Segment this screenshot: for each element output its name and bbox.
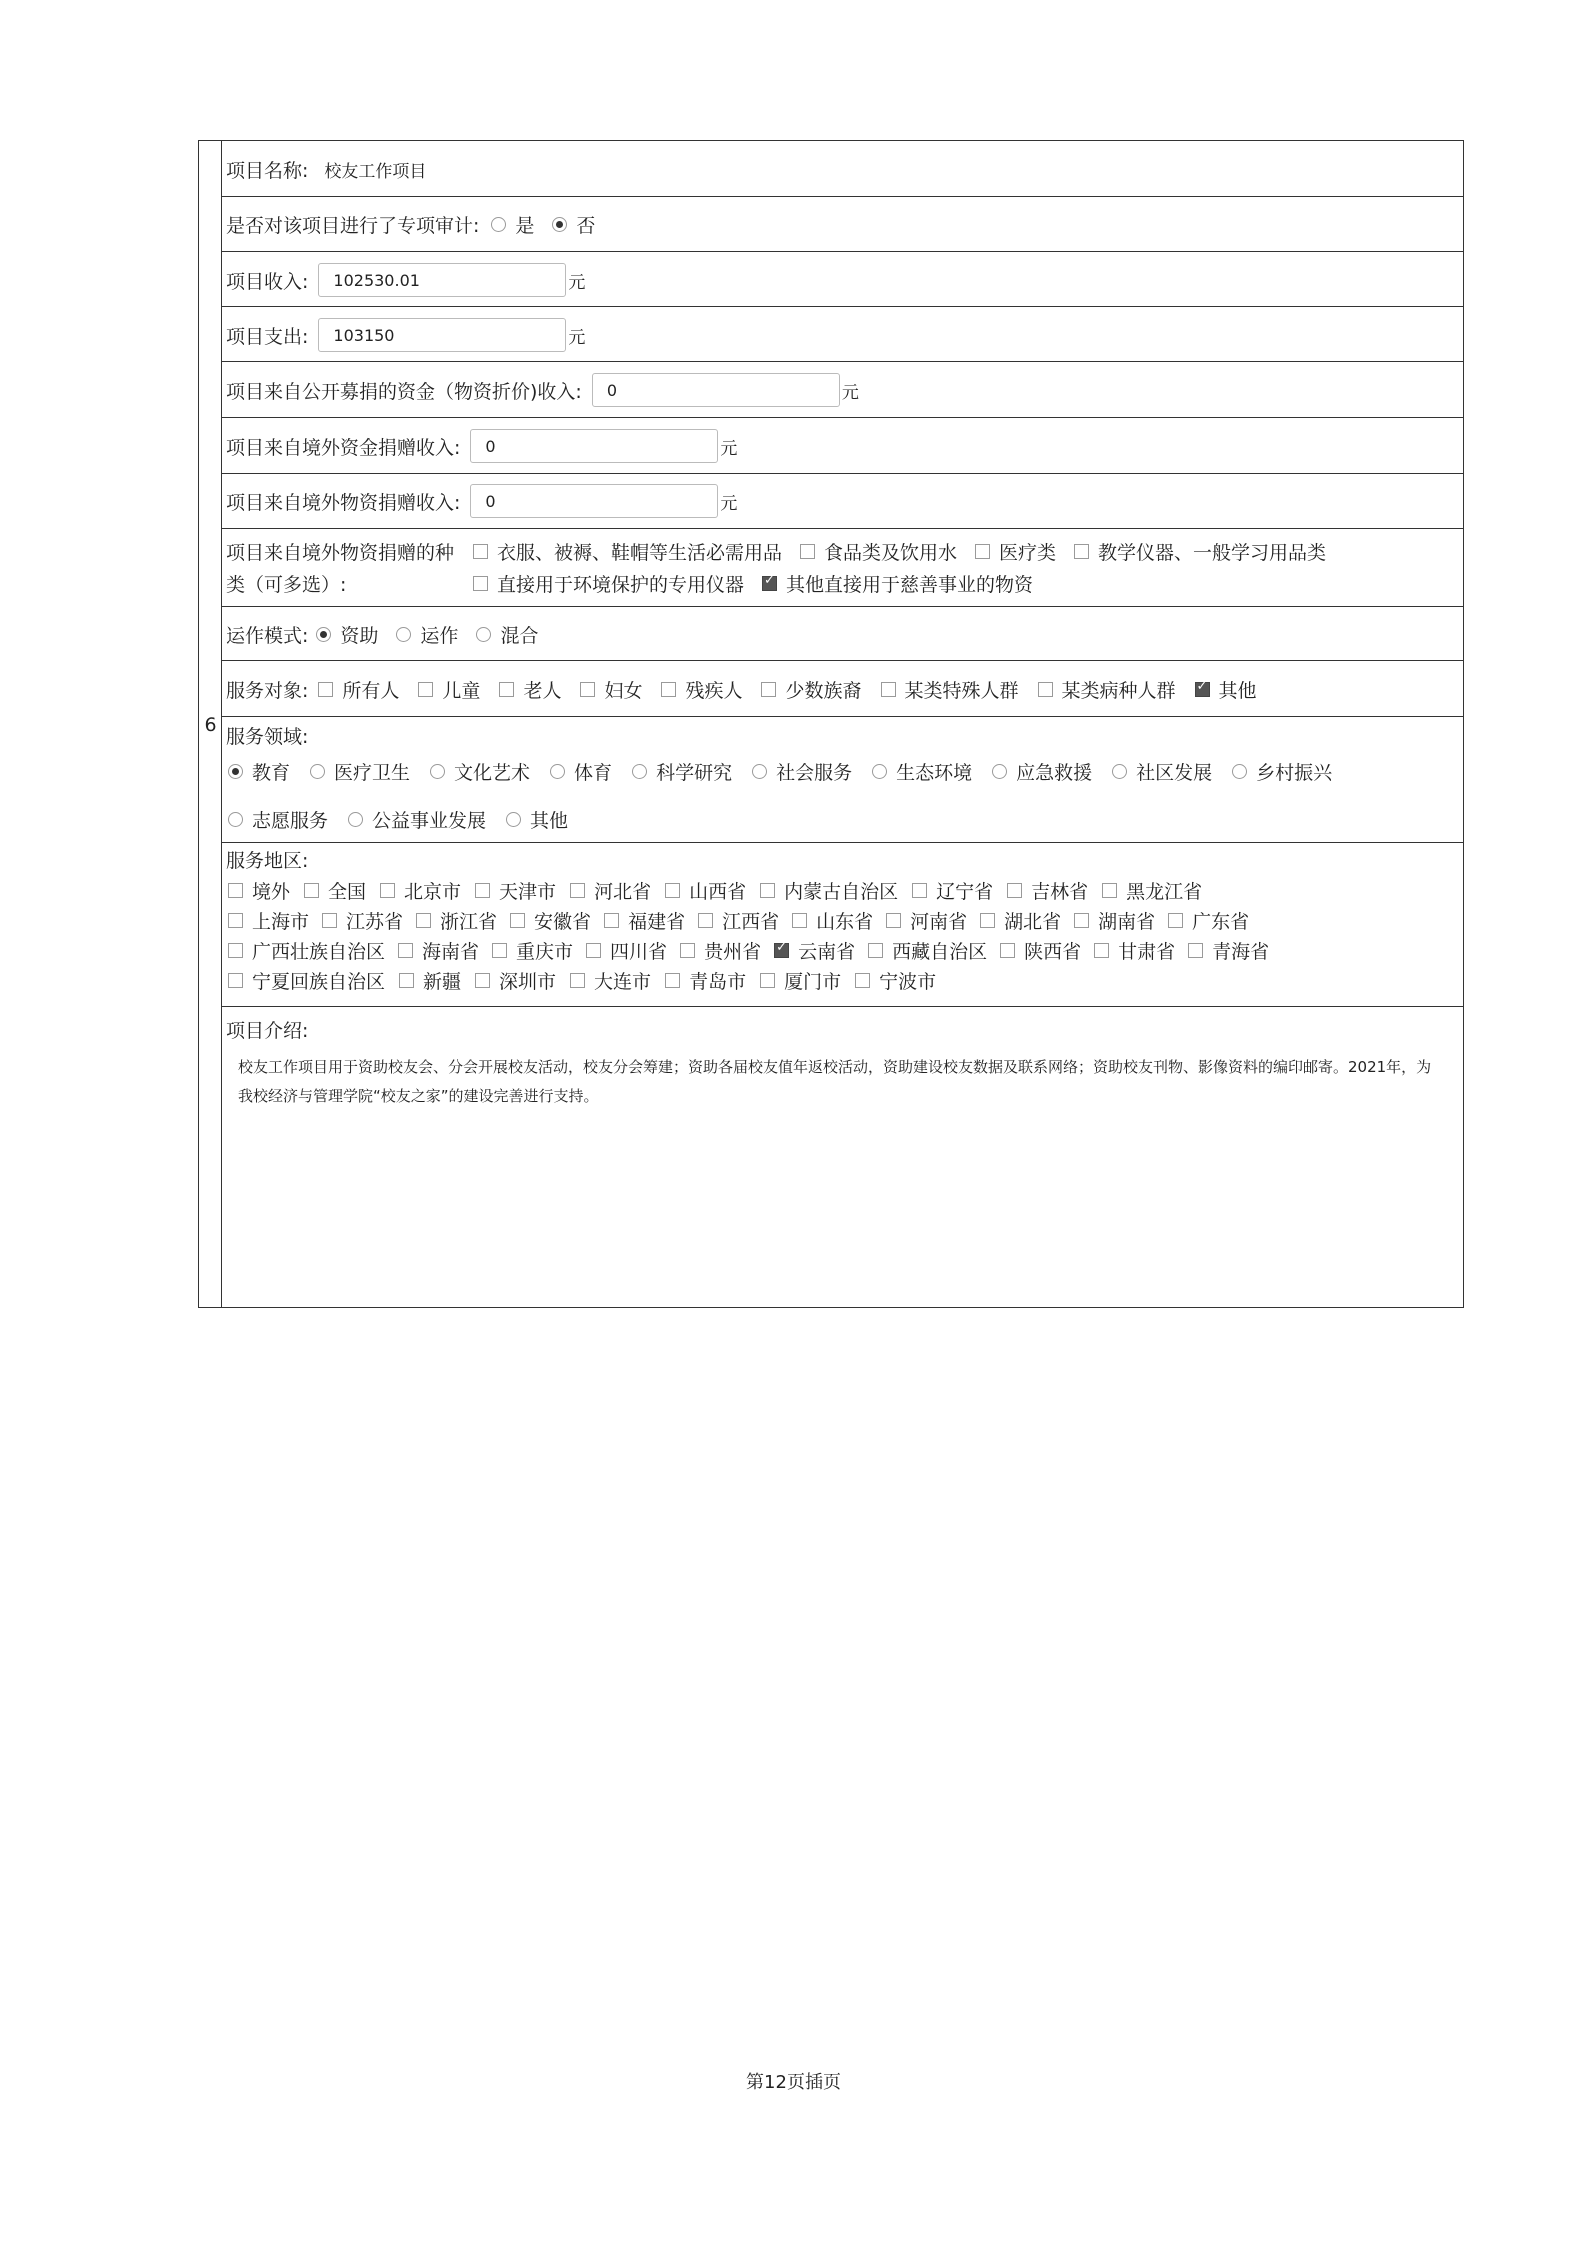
regions-option[interactable] [228, 937, 385, 964]
targets-option[interactable] [881, 676, 1019, 703]
fields-option-label: 生态环境 [896, 761, 973, 784]
radio-icon [752, 764, 767, 779]
regions-option[interactable] [228, 907, 309, 934]
regions-option-label: 青岛市 [689, 970, 747, 993]
targets-option[interactable] [1195, 676, 1257, 703]
checkbox-icon [475, 973, 490, 988]
fields-options-line2 [228, 801, 1463, 837]
fields-option-label: 社会服务 [776, 761, 853, 784]
regions-option[interactable] [492, 937, 573, 964]
radio-icon [1112, 764, 1127, 779]
goods-types-label-cont: 类（可多选）: [226, 573, 347, 596]
regions-option-label: 天津市 [499, 880, 557, 903]
checkbox-icon [570, 883, 585, 898]
checkbox-checked-icon [1195, 682, 1210, 697]
regions-option[interactable] [475, 877, 556, 904]
targets-options [222, 671, 1463, 707]
checkbox-icon [665, 973, 680, 988]
regions-option[interactable] [586, 937, 667, 964]
fields-option[interactable] [430, 758, 530, 785]
checkbox-icon [475, 883, 490, 898]
checkbox-icon [304, 883, 319, 898]
regions-option[interactable] [1094, 937, 1175, 964]
checkbox-icon [228, 973, 243, 988]
checkbox-icon [416, 913, 431, 928]
audit-option-yes[interactable]: 是 [491, 211, 534, 238]
regions-option-label: 广东省 [1192, 910, 1250, 933]
targets-option[interactable] [1038, 676, 1176, 703]
public-fund-row [222, 362, 1463, 418]
operation-option-mixed[interactable]: 混合 [476, 621, 538, 648]
regions-option[interactable] [792, 907, 873, 934]
overseas-fund-row [222, 418, 1463, 474]
fields-option-label: 科学研究 [656, 761, 733, 784]
regions-option[interactable] [304, 877, 366, 904]
regions-option[interactable] [760, 877, 898, 904]
regions-option-label: 辽宁省 [936, 880, 994, 903]
goods-type-environment[interactable]: 直接用于环境保护的专用仪器 [473, 570, 744, 597]
overseas-fund-unit: 元 [720, 438, 738, 459]
regions-option[interactable] [604, 907, 685, 934]
regions-option-label: 山西省 [689, 880, 747, 903]
targets-option[interactable] [318, 676, 399, 703]
regions-options-line4 [228, 965, 1463, 995]
regions-label: 服务地区: [226, 849, 309, 872]
regions-options-line2 [228, 905, 1463, 935]
fields-option-label: 公益事业发展 [372, 809, 487, 832]
targets-option-label: 其他 [1218, 679, 1257, 702]
regions-option-label: 上海市 [252, 910, 310, 933]
regions-option-label: 广西壮族自治区 [252, 940, 386, 963]
radio-icon [1232, 764, 1247, 779]
checkbox-icon [1000, 943, 1015, 958]
audit-option-no[interactable]: 否 [552, 211, 595, 238]
regions-option[interactable] [1168, 907, 1249, 934]
regions-option[interactable] [380, 877, 461, 904]
radio-icon [632, 764, 647, 779]
checkbox-icon [800, 544, 815, 559]
page-footer: 第12页插页 [746, 2072, 841, 2093]
regions-option[interactable] [399, 967, 461, 994]
regions-option-label: 黑龙江省 [1126, 880, 1203, 903]
regions-option-label: 福建省 [628, 910, 686, 933]
regions-option-label: 全国 [328, 880, 367, 903]
regions-option[interactable] [570, 877, 651, 904]
overseas-goods-label: 项目来自境外物资捐赠收入: [226, 491, 461, 514]
regions-option[interactable] [1007, 877, 1088, 904]
public-fund-input[interactable]: 0 [592, 373, 840, 407]
checkbox-icon [886, 913, 901, 928]
goods-type-teaching[interactable]: 教学仪器、一般学习用品类 [1074, 538, 1326, 565]
checkbox-icon [318, 682, 333, 697]
expense-row [222, 307, 1463, 362]
fields-option[interactable] [752, 758, 852, 785]
fields-option-label: 社区发展 [1136, 761, 1213, 784]
form-content [222, 141, 1463, 1307]
regions-option[interactable] [570, 967, 651, 994]
checkbox-icon [912, 883, 927, 898]
checkbox-icon [665, 883, 680, 898]
intro-text: 校友工作项目用于资助校友会、分会开展校友活动，校友分会筹建；资助各届校友值年返校活动，资助建设校友数据及联系网络；资助校友刊物、影像资料的编印邮寄。2021年，为我校经济与管理学院“校友之家”的建设完善进行支持。 [238, 1058, 1432, 1105]
targets-option-label: 残疾人 [685, 679, 743, 702]
checkbox-icon [980, 913, 995, 928]
targets-option[interactable] [418, 676, 480, 703]
checkbox-checked-icon [762, 576, 777, 591]
overseas-goods-unit: 元 [720, 493, 738, 514]
fields-options-line1 [228, 753, 1463, 789]
regions-option-label: 湖南省 [1098, 910, 1156, 933]
regions-option-label: 安徽省 [534, 910, 592, 933]
regions-option[interactable] [416, 907, 497, 934]
audit-row [222, 197, 1463, 252]
regions-option-label: 浙江省 [440, 910, 498, 933]
checkbox-icon [792, 913, 807, 928]
regions-option[interactable] [228, 877, 290, 904]
checkbox-icon [698, 913, 713, 928]
checkbox-icon [1188, 943, 1203, 958]
regions-option[interactable] [855, 967, 936, 994]
regions-option[interactable] [868, 937, 987, 964]
regions-option[interactable] [760, 967, 841, 994]
intro-row [222, 1007, 1463, 1309]
regions-option[interactable] [510, 907, 591, 934]
project-name-value: 校友工作项目 [324, 161, 427, 182]
expense-unit: 元 [568, 327, 586, 348]
project-name-label: 项目名称: [226, 159, 309, 182]
regions-option-label: 深圳市 [499, 970, 557, 993]
targets-label: 服务对象: [226, 679, 309, 702]
project-form [198, 140, 1464, 1308]
operation-option-operate[interactable]: 运作 [396, 621, 458, 648]
fields-option-label: 教育 [252, 761, 291, 784]
checkbox-icon [1094, 943, 1109, 958]
regions-option-label: 西藏自治区 [892, 940, 988, 963]
checkbox-icon [1102, 883, 1117, 898]
regions-option[interactable] [1102, 877, 1202, 904]
regions-option[interactable] [980, 907, 1061, 934]
checkbox-icon [499, 682, 514, 697]
radio-icon [872, 764, 887, 779]
fields-option-label: 其他 [530, 809, 569, 832]
regions-option-label: 宁波市 [879, 970, 937, 993]
goods-types-row [222, 529, 1463, 607]
checkbox-icon [761, 682, 776, 697]
radio-icon [430, 764, 445, 779]
checkbox-icon [398, 943, 413, 958]
income-label: 项目收入: [226, 270, 309, 293]
checkbox-icon [1074, 544, 1089, 559]
fields-label: 服务领域: [226, 725, 309, 748]
regions-option-label: 厦门市 [784, 970, 842, 993]
radio-icon [310, 764, 325, 779]
checkbox-icon [510, 913, 525, 928]
regions-option-label: 大连市 [594, 970, 652, 993]
goods-type-other-charity[interactable]: ✓ 其他直接用于慈善事业的物资 [762, 570, 1033, 597]
public-fund-unit: 元 [841, 382, 859, 403]
fields-option[interactable] [348, 806, 486, 833]
radio-icon [228, 812, 243, 827]
targets-option[interactable] [661, 676, 742, 703]
radio-icon [396, 627, 411, 642]
targets-option-label: 某类病种人群 [1061, 679, 1176, 702]
checkbox-icon [760, 883, 775, 898]
checkbox-icon [570, 973, 585, 988]
regions-option-label: 境外 [252, 880, 291, 903]
income-unit: 元 [568, 272, 586, 293]
fields-option[interactable] [872, 758, 972, 785]
targets-option-label: 老人 [523, 679, 562, 702]
regions-option[interactable] [322, 907, 403, 934]
checkbox-icon [380, 883, 395, 898]
checkbox-icon [604, 913, 619, 928]
overseas-fund-input[interactable]: 0 [470, 429, 718, 463]
regions-option[interactable] [886, 907, 967, 934]
fields-option[interactable] [228, 758, 290, 785]
income-input[interactable]: 102530.01 [318, 263, 566, 297]
checkbox-icon [418, 682, 433, 697]
checkbox-icon [228, 943, 243, 958]
operation-label: 运作模式: [226, 624, 309, 647]
overseas-goods-input[interactable]: 0 [470, 484, 718, 518]
fields-option[interactable] [550, 758, 612, 785]
regions-option-label: 湖北省 [1004, 910, 1062, 933]
fields-option-label: 体育 [574, 761, 613, 784]
radio-icon [348, 812, 363, 827]
goods-type-medical[interactable]: 医疗类 [975, 538, 1056, 565]
regions-options-line3 [228, 935, 1463, 965]
regions-option[interactable] [665, 967, 746, 994]
regions-option-label: 云南省 [798, 940, 856, 963]
regions-options-line1 [228, 875, 1463, 905]
checkbox-icon [473, 544, 488, 559]
row-number-column [199, 141, 222, 1307]
targets-option-label: 所有人 [342, 679, 400, 702]
regions-option-label: 内蒙古自治区 [784, 880, 899, 903]
targets-option-label: 少数族裔 [785, 679, 862, 702]
radio-icon [506, 812, 521, 827]
fields-option-label: 乡村振兴 [1256, 761, 1333, 784]
checkbox-icon [1074, 913, 1089, 928]
goods-type-daily-necessities[interactable]: 衣服、被褥、鞋帽等生活必需用品 [473, 538, 782, 565]
checkbox-icon [760, 973, 775, 988]
regions-option-label: 北京市 [404, 880, 462, 903]
regions-option-label: 宁夏回族自治区 [252, 970, 386, 993]
regions-option[interactable] [698, 907, 779, 934]
checkbox-icon [881, 682, 896, 697]
fields-option-label: 志愿服务 [252, 809, 329, 832]
operation-option-grant[interactable]: 资助 [316, 621, 378, 648]
targets-option[interactable] [580, 676, 642, 703]
radio-selected-icon [552, 217, 567, 232]
regions-option-label: 甘肃省 [1118, 940, 1176, 963]
fields-option[interactable] [228, 806, 328, 833]
checkbox-icon [322, 913, 337, 928]
checkbox-icon [586, 943, 601, 958]
operation-row [222, 607, 1463, 661]
regions-option-label: 吉林省 [1031, 880, 1089, 903]
checkbox-icon [868, 943, 883, 958]
targets-option-label: 妇女 [604, 679, 643, 702]
regions-option[interactable] [1074, 907, 1155, 934]
goods-type-food-water[interactable]: 食品类及饮用水 [800, 538, 957, 565]
regions-option-label: 江苏省 [346, 910, 404, 933]
regions-option[interactable] [1188, 937, 1269, 964]
expense-input[interactable]: 103150 [318, 318, 566, 352]
regions-option-label: 河北省 [594, 880, 652, 903]
regions-option-label: 江西省 [722, 910, 780, 933]
fields-option[interactable] [1112, 758, 1212, 785]
checkbox-icon [228, 883, 243, 898]
regions-option[interactable] [912, 877, 993, 904]
checkbox-checked-icon [774, 943, 789, 958]
public-fund-label: 项目来自公开募捐的资金（物资折价)收入: [226, 380, 582, 403]
fields-option[interactable] [506, 806, 568, 833]
regions-option[interactable] [1000, 937, 1081, 964]
fields-option[interactable] [1232, 758, 1332, 785]
regions-row [222, 843, 1463, 1007]
regions-option-label: 陕西省 [1024, 940, 1082, 963]
checkbox-icon [661, 682, 676, 697]
goods-types-label: 项目来自境外物资捐赠的种 [226, 541, 455, 564]
checkbox-icon [975, 544, 990, 559]
fields-row [222, 717, 1463, 843]
project-name-row [222, 141, 1463, 197]
checkbox-icon [473, 576, 488, 591]
checkbox-icon [1168, 913, 1183, 928]
radio-selected-icon [228, 764, 243, 779]
targets-row [222, 661, 1463, 717]
regions-option[interactable] [665, 877, 746, 904]
radio-icon [550, 764, 565, 779]
audit-label: 是否对该项目进行了专项审计: [226, 214, 480, 237]
targets-option[interactable] [499, 676, 561, 703]
regions-option-label: 新疆 [423, 970, 462, 993]
radio-selected-icon [316, 627, 331, 642]
expense-label: 项目支出: [226, 325, 309, 348]
intro-label: 项目介绍: [226, 1019, 309, 1042]
targets-option-label: 某类特殊人群 [904, 679, 1019, 702]
regions-option[interactable] [774, 937, 855, 964]
regions-option-label: 贵州省 [704, 940, 762, 963]
fields-option[interactable] [992, 758, 1092, 785]
regions-option[interactable] [228, 967, 385, 994]
fields-option[interactable] [310, 758, 410, 785]
checkbox-icon [1007, 883, 1022, 898]
radio-icon [992, 764, 1007, 779]
row-number: 6 [204, 714, 217, 736]
regions-option-label: 海南省 [422, 940, 480, 963]
regions-option-label: 河南省 [910, 910, 968, 933]
regions-option[interactable] [475, 967, 556, 994]
radio-icon [491, 217, 506, 232]
fields-option-label: 医疗卫生 [334, 761, 411, 784]
regions-option[interactable] [680, 937, 761, 964]
targets-option[interactable] [761, 676, 861, 703]
regions-option[interactable] [398, 937, 479, 964]
regions-option-label: 青海省 [1212, 940, 1270, 963]
checkbox-icon [680, 943, 695, 958]
fields-option-label: 文化艺术 [454, 761, 531, 784]
regions-option-label: 四川省 [610, 940, 668, 963]
radio-icon [476, 627, 491, 642]
fields-option[interactable] [632, 758, 732, 785]
checkbox-icon [1038, 682, 1053, 697]
checkbox-icon [399, 973, 414, 988]
overseas-fund-label: 项目来自境外资金捐赠收入: [226, 436, 461, 459]
regions-option-label: 重庆市 [516, 940, 574, 963]
fields-option-label: 应急救援 [1016, 761, 1093, 784]
regions-option-label: 山东省 [816, 910, 874, 933]
checkbox-icon [855, 973, 870, 988]
overseas-goods-row [222, 474, 1463, 529]
checkbox-icon [228, 913, 243, 928]
targets-option-label: 儿童 [442, 679, 481, 702]
checkbox-icon [492, 943, 507, 958]
checkbox-icon [580, 682, 595, 697]
income-row [222, 252, 1463, 307]
